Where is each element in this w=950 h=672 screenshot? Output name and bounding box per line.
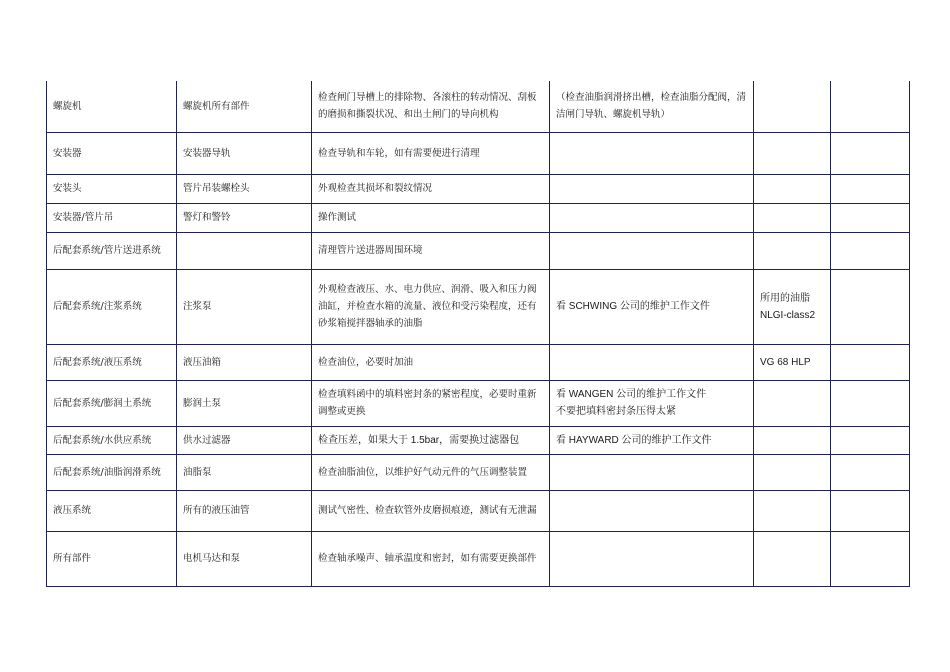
component-cell: 后配套系统/注浆系统 (47, 269, 177, 344)
note-cell (550, 454, 754, 490)
table-row (47, 490, 910, 531)
part-cell: 警灯和警铃 (177, 203, 312, 232)
task-cell: 检查填料函中的填料密封条的紧密程度，必要时重新调整或更换 (312, 380, 550, 426)
table-row (47, 81, 910, 132)
material-cell: 所用的油脂 NLGI-class2 (754, 269, 831, 344)
table-row (47, 380, 910, 426)
component-cell: 安装头 (47, 174, 177, 203)
material-cell (754, 426, 831, 454)
extra-cell (831, 232, 910, 269)
task-cell: 外观检查其损坏和裂纹情况 (312, 174, 550, 203)
note-cell: 看 SCHWING 公司的维护工作文件 (550, 269, 754, 344)
table-row (47, 454, 910, 490)
note-cell (550, 174, 754, 203)
task-cell: 检查轴承噪声、轴承温度和密封，如有需要更换部件 (312, 531, 550, 586)
part-cell: 注浆泵 (177, 269, 312, 344)
extra-cell (831, 490, 910, 531)
extra-cell (831, 344, 910, 380)
part-cell (177, 232, 312, 269)
material-cell: VG 68 HLP (754, 344, 831, 380)
task-cell: 检查油位，必要时加油 (312, 344, 550, 380)
note-cell (550, 531, 754, 586)
note-cell (550, 203, 754, 232)
extra-cell (831, 132, 910, 174)
table-row (47, 531, 910, 586)
task-cell: 操作测试 (312, 203, 550, 232)
table-row (47, 174, 910, 203)
part-cell: 所有的液压油管 (177, 490, 312, 531)
task-cell: 清理管片送进器周围环境 (312, 232, 550, 269)
component-cell: 安装器 (47, 132, 177, 174)
component-cell: 所有部件 (47, 531, 177, 586)
part-cell: 膨润土泵 (177, 380, 312, 426)
note-cell: （检查油脂润滑挤出槽，检查油脂分配阀，清洁闸门导轨、螺旋机导轨） (550, 81, 754, 132)
material-cell (754, 531, 831, 586)
note-cell (550, 132, 754, 174)
table-row (47, 426, 910, 454)
task-cell: 检查油脂油位，以维护好气动元件的气压调整装置 (312, 454, 550, 490)
material-cell (754, 232, 831, 269)
part-cell: 管片吊装螺栓头 (177, 174, 312, 203)
material-cell (754, 380, 831, 426)
note-cell (550, 344, 754, 380)
component-cell: 后配套系统/液压系统 (47, 344, 177, 380)
task-cell: 检查导轨和车轮，如有需要便进行清理 (312, 132, 550, 174)
table-row (47, 269, 910, 344)
component-cell: 后配套系统/油脂润滑系统 (47, 454, 177, 490)
maintenance-table (46, 81, 910, 587)
part-cell: 供水过滤器 (177, 426, 312, 454)
table-row (47, 344, 910, 380)
note-cell: 看 HAYWARD 公司的维护工作文件 (550, 426, 754, 454)
material-cell (754, 490, 831, 531)
material-cell (754, 81, 831, 132)
component-cell: 液压系统 (47, 490, 177, 531)
note-cell: 看 WANGEN 公司的维护工作文件 不要把填料密封条压得太紧 (550, 380, 754, 426)
component-cell: 后配套系统/管片送进系统 (47, 232, 177, 269)
part-cell: 液压油箱 (177, 344, 312, 380)
component-cell: 安装器/管片吊 (47, 203, 177, 232)
task-cell: 测试气密性、检查软管外皮磨损痕迹，测试有无泄漏 (312, 490, 550, 531)
extra-cell (831, 269, 910, 344)
part-cell: 安装器导轨 (177, 132, 312, 174)
component-cell: 后配套系统/水供应系统 (47, 426, 177, 454)
note-cell (550, 232, 754, 269)
extra-cell (831, 426, 910, 454)
material-cell (754, 203, 831, 232)
maintenance-table-body (47, 81, 910, 586)
note-cell (550, 490, 754, 531)
component-cell: 后配套系统/膨润土系统 (47, 380, 177, 426)
extra-cell (831, 454, 910, 490)
component-cell: 螺旋机 (47, 81, 177, 132)
material-cell (754, 454, 831, 490)
table-row (47, 132, 910, 174)
table-row (47, 232, 910, 269)
task-cell: 外观检查液压、水、电力供应、润滑、吸入和压力阀油缸，并检查水箱的流量、液位和受污染程度，还有砂浆箱搅拌器轴承的油脂 (312, 269, 550, 344)
part-cell: 螺旋机所有部件 (177, 81, 312, 132)
extra-cell (831, 531, 910, 586)
material-cell (754, 174, 831, 203)
table-row (47, 203, 910, 232)
part-cell: 油脂泵 (177, 454, 312, 490)
extra-cell (831, 81, 910, 132)
task-cell: 检查压差，如果大于 1.5bar，需要换过滤器包 (312, 426, 550, 454)
extra-cell (831, 380, 910, 426)
extra-cell (831, 203, 910, 232)
material-cell (754, 132, 831, 174)
task-cell: 检查闸门导槽上的排除物、各滚柱的转动情况、刮板的磨损和撕裂状况、和出土闸门的导向机构 (312, 81, 550, 132)
extra-cell (831, 174, 910, 203)
part-cell: 电机马达和泵 (177, 531, 312, 586)
